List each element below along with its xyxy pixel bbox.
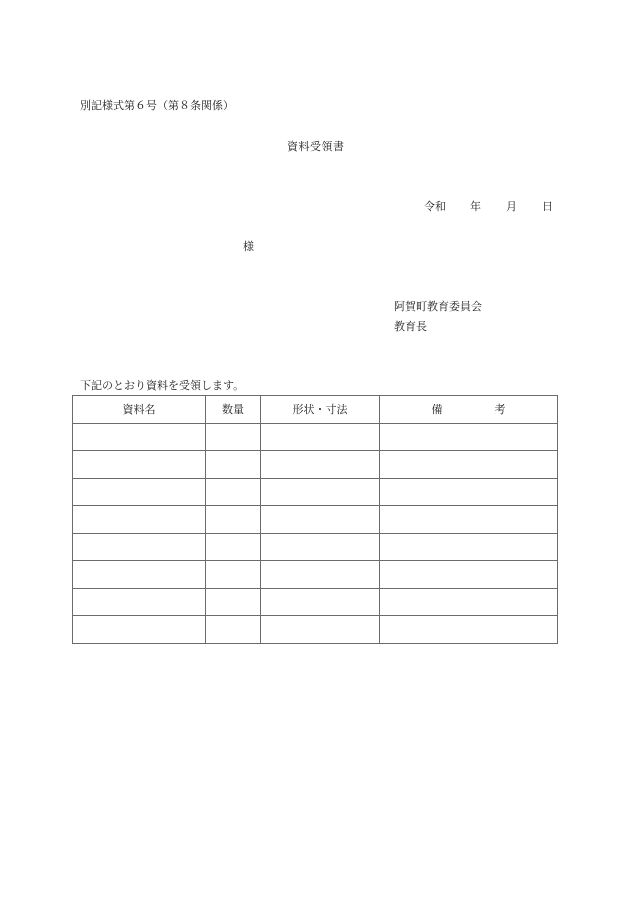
cell-material-name[interactable] [73, 533, 206, 561]
cell-remarks[interactable] [380, 588, 558, 616]
table-row [73, 423, 558, 451]
cell-remarks[interactable] [380, 451, 558, 479]
header-remarks-char-2: 考 [494, 403, 506, 417]
cell-remarks[interactable] [380, 533, 558, 561]
receipt-table [72, 395, 558, 644]
date-day-label: 日 [542, 200, 553, 213]
cell-form-size[interactable] [261, 588, 380, 616]
cell-remarks[interactable] [380, 616, 558, 644]
cell-quantity[interactable] [206, 506, 261, 534]
cell-form-size[interactable] [261, 423, 380, 451]
header-quantity: 数量 [206, 396, 261, 424]
table-row [73, 533, 558, 561]
cell-material-name[interactable] [73, 561, 206, 589]
table-row [73, 506, 558, 534]
cell-remarks[interactable] [380, 506, 558, 534]
intro-text: 下記のとおり資料を受領します。 [80, 379, 245, 392]
header-remarks [380, 396, 558, 424]
cell-quantity[interactable] [206, 451, 261, 479]
cell-material-name[interactable] [73, 451, 206, 479]
issuer-organization: 阿賀町教育委員会 [394, 300, 482, 313]
cell-form-size[interactable] [261, 451, 380, 479]
cell-quantity[interactable] [206, 533, 261, 561]
table-body [73, 423, 558, 643]
table-row [73, 616, 558, 644]
cell-material-name[interactable] [73, 616, 206, 644]
header-remarks-char-1: 備 [431, 403, 443, 417]
form-number: 別記様式第６号（第８条関係） [80, 99, 234, 112]
header-material-name: 資料名 [73, 396, 206, 424]
cell-quantity[interactable] [206, 561, 261, 589]
table-row [73, 588, 558, 616]
header-form-size: 形状・寸法 [261, 396, 380, 424]
table-row [73, 451, 558, 479]
cell-quantity[interactable] [206, 588, 261, 616]
cell-form-size[interactable] [261, 533, 380, 561]
date-era: 令和 [424, 200, 446, 213]
date-year-label: 年 [470, 200, 481, 213]
issuer-title: 教育長 [394, 320, 427, 333]
cell-material-name[interactable] [73, 588, 206, 616]
cell-quantity[interactable] [206, 423, 261, 451]
table-row [73, 561, 558, 589]
cell-quantity[interactable] [206, 478, 261, 506]
table-header-row [73, 396, 558, 424]
cell-form-size[interactable] [261, 478, 380, 506]
cell-material-name[interactable] [73, 506, 206, 534]
cell-form-size[interactable] [261, 561, 380, 589]
table-row [73, 478, 558, 506]
document-title: 資料受領書 [287, 140, 345, 153]
cell-form-size[interactable] [261, 506, 380, 534]
cell-remarks[interactable] [380, 561, 558, 589]
cell-material-name[interactable] [73, 478, 206, 506]
cell-remarks[interactable] [380, 423, 558, 451]
date-month-label: 月 [506, 200, 517, 213]
cell-quantity[interactable] [206, 616, 261, 644]
cell-material-name[interactable] [73, 423, 206, 451]
cell-form-size[interactable] [261, 616, 380, 644]
cell-remarks[interactable] [380, 478, 558, 506]
recipient-honorific: 様 [243, 240, 254, 253]
